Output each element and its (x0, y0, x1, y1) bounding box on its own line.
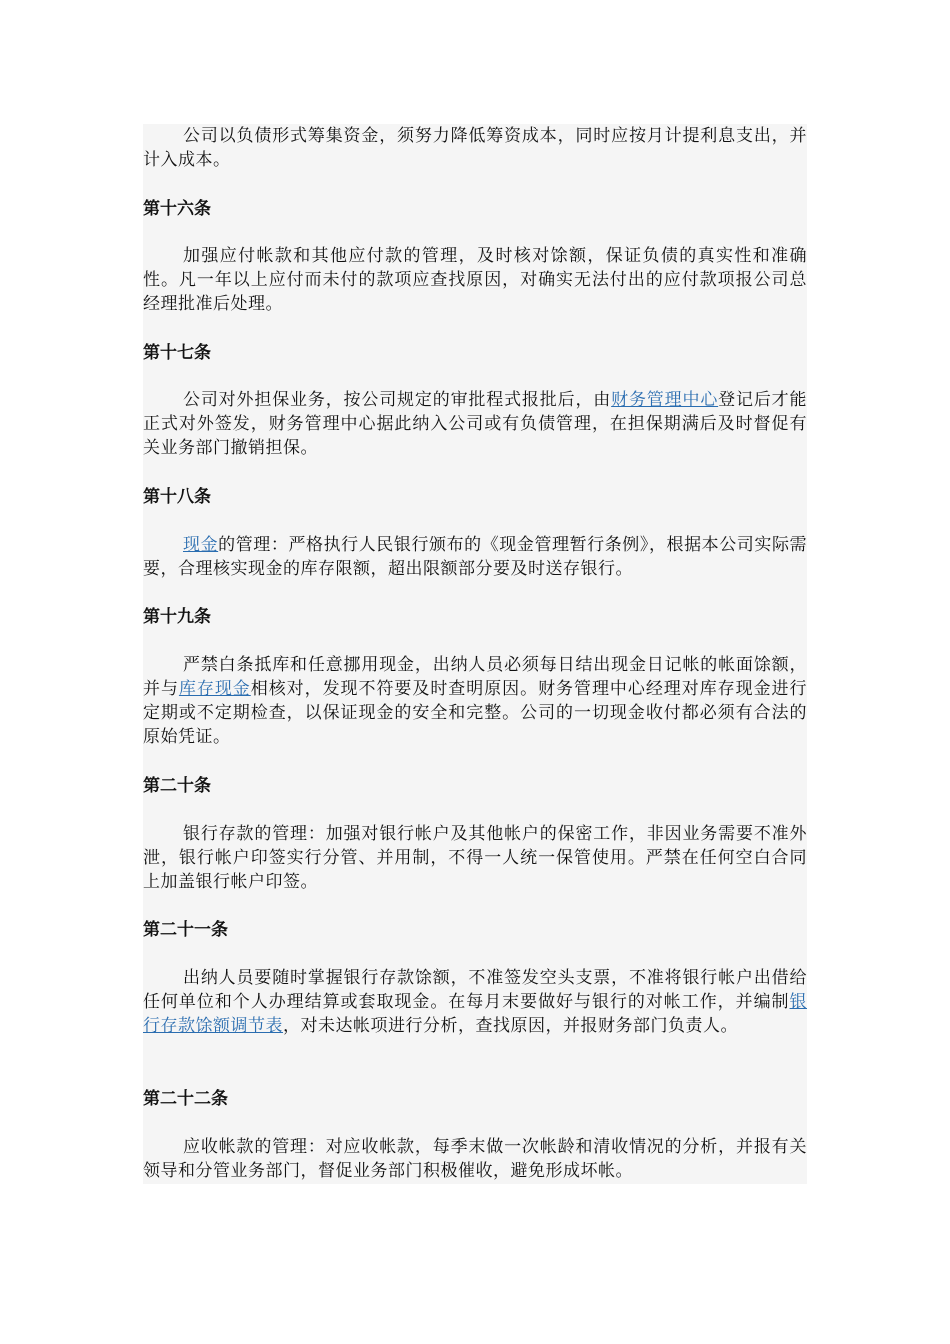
paragraph-cash-management (143, 533, 807, 581)
paragraph-text (143, 388, 807, 460)
text-segment: 的管理：严格执行人民银行颁布的《现金管理暂行条例》，根据本公司实际需要，合理核实现金的库存限额，超出限额部分要及时送存银行。 (143, 535, 808, 579)
heading-article-18 (143, 485, 807, 509)
paragraph-text: 加强应付帐款和其他应付款的管理，及时核对馀额，保证负债的真实性和准确性。凡一年以上应付而未付的款项应查找原因，对确实无法付出的应付款项报公司总经理批准后处理。 (143, 246, 807, 314)
paragraph-bank-deposit (143, 822, 807, 894)
paragraph-accounts-receivable (143, 1135, 807, 1183)
paragraph-cash-control (143, 653, 807, 749)
link-cash[interactable]: 现金 (183, 535, 219, 555)
paragraph-debt-financing (143, 124, 807, 172)
paragraph-text: 银行存款的管理：加强对银行帐户及其他帐户的保密工作，非因业务需要不准外泄，银行帐户印签实行分管、并用制，不得一人统一保管使用。严禁在任何空白合同上加盖银行帐户印签。 (143, 824, 807, 892)
heading-article-22 (143, 1087, 807, 1111)
heading-article-21 (143, 918, 807, 942)
paragraph-text (143, 653, 807, 749)
paragraph-external-guarantee (143, 388, 807, 460)
text-segment: ，对未达帐项进行分析，查找原因，并报财务部门负责人。 (283, 1016, 738, 1036)
document-content (143, 124, 807, 1184)
link-bank-reconciliation-statement[interactable]: 银行存款馀额调节表 (143, 992, 807, 1036)
text-segment: 公司对外担保业务，按公司规定的审批程式报批后，由 (183, 390, 612, 410)
text-segment: 出纳人员要随时掌握银行存款馀额，不准签发空头支票，不准将银行帐户出借给任何单位和个人办理结算或套取现金。在每月末要做好与银行的对帐工作，并编制 (143, 968, 807, 1012)
article-heading: 第二十条 (143, 776, 211, 796)
article-heading: 第二十一条 (143, 920, 228, 940)
link-finance-center[interactable]: 财务管理中心 (611, 390, 719, 410)
heading-article-17 (143, 341, 807, 365)
article-heading: 第十七条 (143, 343, 211, 363)
paragraph-text: 应收帐款的管理：对应收帐款，每季末做一次帐龄和清收情况的分析，并报有关领导和分管业务部门，督促业务部门积极催收，避免形成坏帐。 (143, 1137, 807, 1181)
paragraph-bank-reconciliation (143, 966, 807, 1038)
heading-article-16 (143, 197, 807, 221)
article-heading: 第二十二条 (143, 1089, 228, 1109)
article-heading: 第十九条 (143, 607, 211, 627)
paragraph-text (143, 533, 807, 581)
link-cash-on-hand[interactable]: 库存现金 (178, 679, 251, 699)
article-heading: 第十六条 (143, 199, 211, 219)
article-heading: 第十八条 (143, 487, 211, 507)
paragraph-text: 公司以负债形式筹集资金，须努力降低筹资成本，同时应按月计提利息支出，并计入成本。 (143, 126, 807, 170)
paragraph-text (143, 966, 807, 1038)
heading-article-20 (143, 774, 807, 798)
text-segment: 登记后才能正式对外签发，财务管理中心据此纳入公司或有负债管理，在担保期满后及时督促有关业务部门撤销担保。 (143, 390, 808, 458)
heading-article-19 (143, 605, 807, 629)
paragraph-accounts-payable (143, 244, 807, 316)
text-segment: 相核对，发现不符要及时查明原因。财务管理中心经理对库存现金进行定期或不定期检查，以保证现金的安全和完整。公司的一切现金收付都必须有合法的原始凭证。 (143, 679, 808, 747)
text-segment: 严禁白条抵库和任意挪用现金，出纳人员必须每日结出现金日记帐的帐面馀额，并与 (143, 655, 807, 699)
